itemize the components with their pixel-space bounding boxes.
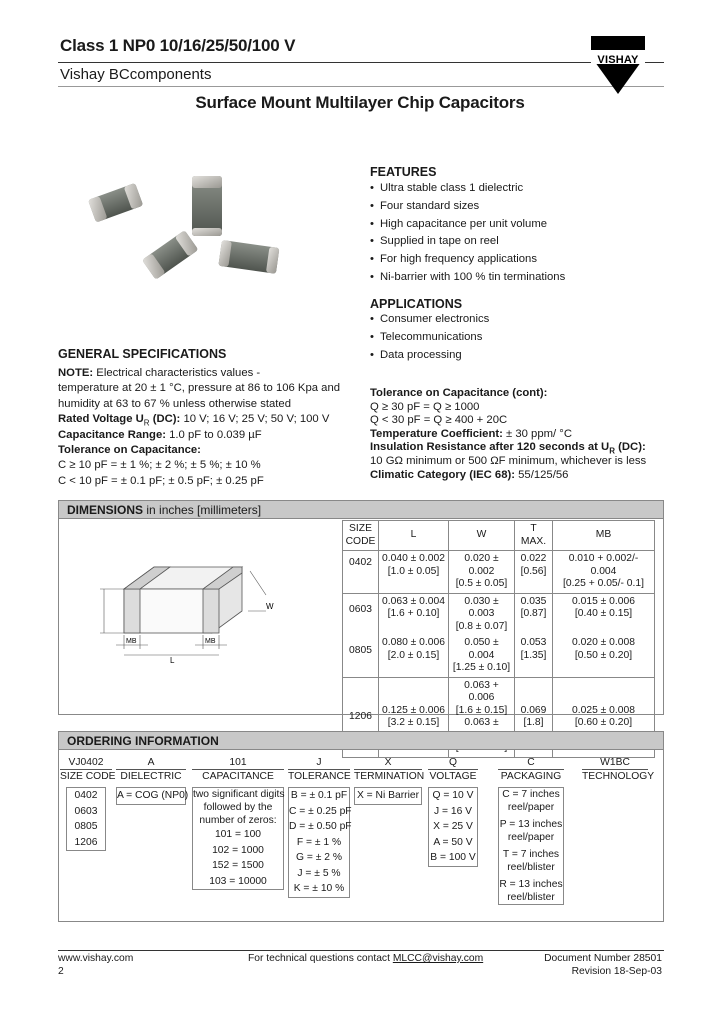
cell-l: 0.080 ± 0.006 <box>382 637 445 648</box>
cap-range-label: Capacitance Range: <box>58 428 166 441</box>
list-item: P = 13 inches <box>499 819 563 830</box>
ordering-dielectric <box>116 756 189 805</box>
ordering-code: X <box>384 757 392 768</box>
contact-email-link[interactable]: MLCC@vishay.com <box>392 953 484 964</box>
climatic-label: Climatic Category (IEC 68): <box>370 468 516 481</box>
col-header-mb: MB <box>553 521 655 551</box>
cell-l-mm: [3.2 ± 0.15] <box>387 717 440 728</box>
list-item: A = 50 V <box>433 836 473 848</box>
ordering-label: CAPACITANCE <box>192 769 284 783</box>
cell-t-mm: [0.56] <box>520 565 547 577</box>
cell-l: 0.125 ± 0.006 <box>382 704 445 716</box>
cell-t: 0.022 <box>520 553 547 564</box>
list-item: number of zeros: <box>199 815 277 826</box>
insulation-label-2: (DC): <box>615 441 646 454</box>
list-item: K = ± 10 % <box>293 883 345 894</box>
cell-l: 0.040 ± 0.002 <box>382 553 445 564</box>
features-heading: FEATURES <box>370 165 437 179</box>
table-row <box>343 635 655 677</box>
ordering-code: C <box>527 757 535 768</box>
list-item: C = 7 inches <box>502 789 560 800</box>
list-item: F = ± 1 % <box>296 836 342 848</box>
dimensions-table <box>342 520 655 758</box>
ordering-code: 101 <box>229 757 247 768</box>
list-item: 1206 <box>74 836 98 848</box>
list-item: G = ± 2 % <box>296 852 342 863</box>
cell-w: 0.030 ± 0.003 <box>464 595 499 619</box>
cell-mb-mm: [0.25 + 0.05/- 0.1] <box>562 578 644 589</box>
table-row <box>343 593 655 635</box>
list-item: R = 13 inches <box>499 879 563 890</box>
footer-website[interactable]: www.vishay.com <box>58 953 134 964</box>
dimension-drawing <box>90 555 300 665</box>
length-label: L <box>170 656 175 665</box>
ordering-size-code <box>60 756 116 851</box>
cell-t: 0.035 <box>520 595 547 607</box>
ordering-capacitance <box>192 756 284 890</box>
revision: Revision 18-Sep-03 <box>571 966 662 977</box>
cell-size: 0603 <box>343 593 379 635</box>
page-number: 2 <box>58 966 64 977</box>
tolerance-label: Tolerance on Capacitance: <box>58 443 201 456</box>
ordering-label: TECHNOLOGY <box>582 771 655 782</box>
climatic-value: 55/125/56 <box>515 468 569 481</box>
ordering-code: VJ0402 <box>68 757 104 768</box>
cell-size: 1206 <box>343 677 379 757</box>
contact-prefix: For technical questions contact <box>248 953 393 964</box>
table-row <box>343 551 655 594</box>
list-item: • Ni-barrier with 100 % tin terminations <box>370 269 670 287</box>
list-item: • Ultra stable class 1 dielectric <box>370 180 670 198</box>
ordering-label: DIELECTRIC <box>116 769 186 783</box>
cell-w: 0.020 ± 0.002 <box>464 553 499 577</box>
ordering-label: TOLERANCE <box>288 771 351 782</box>
document-title: Class 1 NP0 10/16/25/50/100 V <box>60 36 296 55</box>
cell-mb-mm: [0.50 ± 0.20] <box>574 649 633 661</box>
ordering-bar <box>58 731 664 750</box>
ordering-termination <box>354 756 425 805</box>
list-item: B = 100 V <box>430 852 476 863</box>
note-label: NOTE: <box>58 367 94 379</box>
ordering-tolerance <box>288 756 350 898</box>
product-title: Surface Mount Multilayer Chip Capacitors <box>195 93 525 112</box>
list-item: • For high frequency applications <box>370 251 670 269</box>
cell-mb: 0.025 ± 0.008 <box>572 704 635 716</box>
list-item: • Telecommunications <box>370 329 670 347</box>
note-line-3: humidity at 63 to 67 % unless otherwise stated <box>58 397 291 410</box>
cell-mb-mm: [0.40 ± 0.15] <box>574 608 633 619</box>
cell-mb: 0.020 ± 0.008 <box>572 637 635 648</box>
list-item: • High capacitance per unit volume <box>370 216 670 234</box>
cell-t-mm: [1.35] <box>520 649 547 661</box>
vishay-logo-text: VISHAY <box>597 54 639 66</box>
list-item: • Four standard sizes <box>370 198 670 216</box>
list-item: 103 = 10000 <box>209 875 267 887</box>
ordering-label: TERMINATION <box>354 771 425 782</box>
list-item: 101 = 100 <box>214 829 262 840</box>
q-line-1: Q ≥ 30 pF = Q ≥ 1000 <box>370 400 480 413</box>
list-item: B = ± 0.1 pF <box>290 790 348 801</box>
rated-voltage-sub: R <box>143 418 150 428</box>
cell-w-mm: [1.6 ± 0.15] <box>455 704 508 716</box>
cell-mb-mm: [0.60 ± 0.20] <box>574 717 633 728</box>
col-header-size-2: CODE <box>345 535 376 547</box>
ordering-label: SIZE CODE <box>60 771 116 782</box>
cell-l-mm: [1.0 ± 0.05] <box>387 565 440 577</box>
cell-mb: 0.015 ± 0.006 <box>572 595 635 607</box>
list-item: 0402 <box>74 790 98 801</box>
ordering-label: PACKAGING <box>498 769 564 783</box>
cell-size: 0805 <box>343 635 379 677</box>
col-header-w: W <box>449 521 515 551</box>
tol-cont-label: Tolerance on Capacitance (cont): <box>370 387 548 399</box>
tolerance-line-1: C ≥ 10 pF = ± 1 %; ± 2 %; ± 5 %; ± 10 % <box>58 459 261 472</box>
general-specs-heading: GENERAL SPECIFICATIONS <box>58 347 227 361</box>
list-item: reel/blister <box>507 892 555 903</box>
list-item: 102 = 1000 <box>212 844 264 856</box>
features-list <box>370 180 670 287</box>
insulation-sub: R <box>609 446 615 456</box>
col-header-l: L <box>379 521 449 551</box>
list-item: • Data processing <box>370 347 670 365</box>
footer-rule <box>58 950 664 951</box>
list-item: D = ± 0.50 pF <box>289 821 352 832</box>
capacitor-photo <box>80 168 300 293</box>
temp-coeff-label: Temperature Coefficient: <box>370 427 503 440</box>
list-item: Q = 10 V <box>432 790 474 801</box>
dimensions-heading-rest: in inches [millimeters] <box>143 503 262 517</box>
cell-w-mm: [0.5 ± 0.05] <box>455 578 508 589</box>
mb-left-label: MB <box>126 638 137 645</box>
cell-mb: 0.010 + 0.002/- 0.004 <box>568 553 639 577</box>
dimensions-bar <box>58 500 664 519</box>
ordering-code: Q <box>448 757 457 768</box>
ordering-packaging <box>498 756 564 905</box>
list-item: J = 16 V <box>433 805 473 817</box>
list-item: followed by the <box>203 802 273 813</box>
cell-l: 0.063 ± 0.004 <box>382 595 445 607</box>
list-item: C = ± 0.25 pF <box>289 805 352 817</box>
cell-size: 0402 <box>343 551 379 594</box>
list-item: X = 25 V <box>433 821 473 832</box>
note-text: Electrical characteristics values - <box>93 367 261 379</box>
right-specs <box>370 387 670 482</box>
ordering-voltage <box>428 756 478 867</box>
list-item: two significant digits <box>193 789 285 800</box>
cell-w: 0.050 ± 0.004 <box>464 637 499 661</box>
rated-voltage-value: 10 V; 16 V; 25 V; 50 V; 100 V <box>180 413 330 426</box>
cap-range-value: 1.0 pF to 0.039 µF <box>165 428 262 441</box>
header-rule-2 <box>58 86 664 87</box>
col-header-t: T <box>530 523 537 534</box>
rated-voltage-label: Rated Voltage U <box>58 413 144 426</box>
dimensions-heading: DIMENSIONS <box>67 503 144 517</box>
cell-t: 0.053 <box>520 637 547 648</box>
ordering-code: J <box>316 757 322 768</box>
cell-l-mm: [1.6 + 0.10] <box>387 608 440 619</box>
insulation-value: 10 GΩ minimum or 500 ΩF minimum, whichever is less <box>370 454 647 467</box>
list-item: reel/paper <box>507 802 555 813</box>
applications-heading: APPLICATIONS <box>370 297 463 311</box>
width-label: W <box>266 602 274 611</box>
footer-contact <box>248 953 483 964</box>
cell-w-mm: [0.8 ± 0.07] <box>455 620 508 632</box>
header-rule <box>58 62 664 63</box>
list-item: reel/blister <box>507 862 555 873</box>
ordering-heading: ORDERING INFORMATION <box>67 734 219 748</box>
rated-voltage-label-2: (DC): <box>149 413 181 426</box>
col-header-size: SIZE <box>349 523 372 534</box>
insulation-label: Insulation Resistance after 120 seconds at U <box>370 441 610 454</box>
q-line-2: Q < 30 pF = Q ≥ 400 + 20C <box>370 414 508 427</box>
cell-l-mm: [2.0 ± 0.15] <box>387 649 440 661</box>
note-line-2: temperature at 20 ± 1 °C, pressure at 86 to 106 Kpa and <box>58 382 341 395</box>
cell-w-alt: 0.063 ± <box>464 717 499 728</box>
applications-list <box>370 311 670 364</box>
list-item: 0805 <box>74 821 98 832</box>
tolerance-line-2: C < 10 pF = ± 0.1 pF; ± 0.5 pF; ± 0.25 pF <box>58 474 264 487</box>
ordering-label: VOLTAGE <box>429 771 477 782</box>
cell-t-mm: [1.8] <box>523 717 544 728</box>
cell-w: 0.063 + 0.006 <box>464 679 499 703</box>
list-item: • Supplied in tape on reel <box>370 233 670 251</box>
ordering-technology <box>582 756 655 783</box>
list-item: 0603 <box>74 805 98 817</box>
list-item: J = ± 5 % <box>297 867 341 879</box>
list-item: reel/paper <box>507 832 555 843</box>
col-header-t-2: MAX. <box>520 535 547 547</box>
document-number: Document Number 28501 <box>544 953 662 964</box>
list-item: A = COG (NP0) <box>117 790 189 801</box>
document-subtitle: Vishay BCcomponents <box>60 66 212 83</box>
general-specs <box>58 366 348 489</box>
cell-t-mm: [0.87] <box>520 608 547 619</box>
ordering-code: A <box>147 757 155 768</box>
cell-w-mm: [1.25 ± 0.10] <box>452 662 511 673</box>
list-item: X = Ni Barrier <box>356 790 420 801</box>
list-item: T = 7 inches <box>502 849 560 860</box>
mb-right-label: MB <box>205 638 216 645</box>
cell-t: 0.069 <box>520 704 547 716</box>
ordering-code: W1BC <box>600 757 630 768</box>
list-item: • Consumer electronics <box>370 311 670 329</box>
temp-coeff-value: ± 30 ppm/ °C <box>502 427 572 440</box>
list-item: 152 = 1500 <box>212 860 264 871</box>
